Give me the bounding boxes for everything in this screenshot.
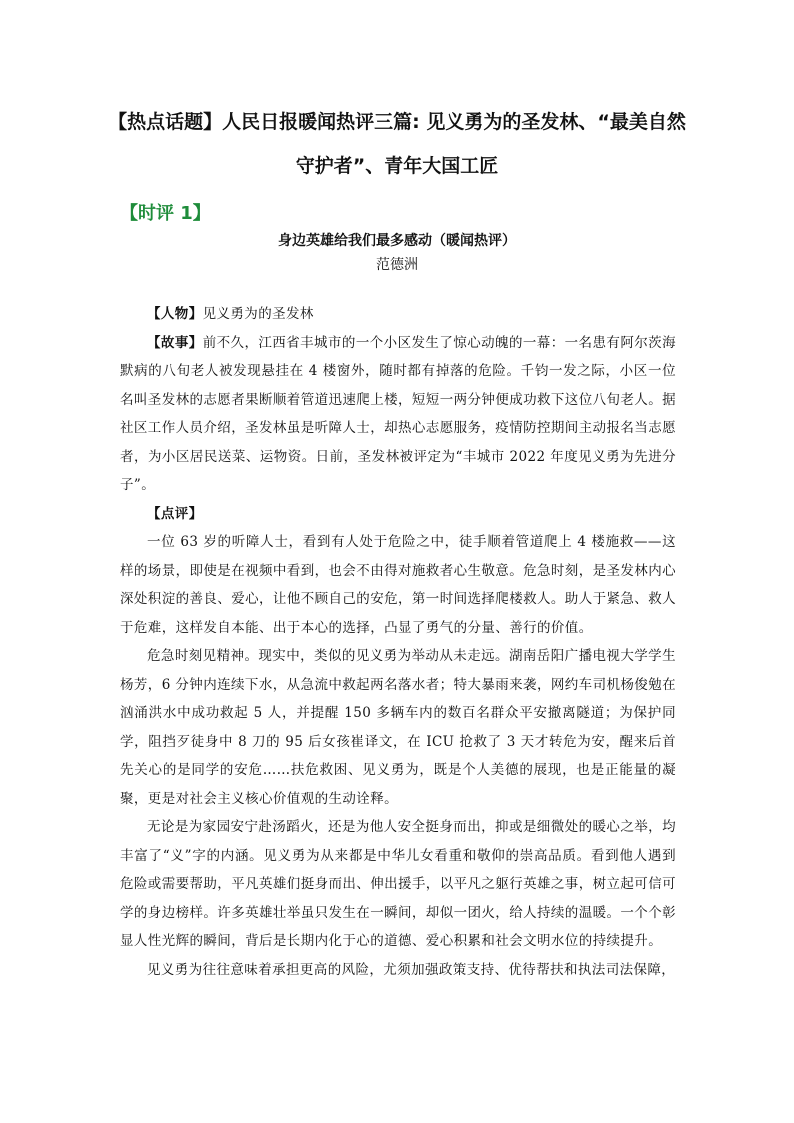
article-title: 身边英雄给我们最多感动（暖闻热评） bbox=[278, 233, 516, 249]
person-label: 【人物】 bbox=[147, 306, 203, 322]
article-author: 范德洲 bbox=[376, 257, 418, 273]
body-paragraph: 一位 63 岁的听障人士，看到有人处于危险之中，徒手顺着管道爬上 4 楼施救——这样的场景，即使是在视频中看到，也会不由得对施救者心生敬意。危急时刻，是圣发林内心深处积淀的善良、爱心，让他不顾自己的安危，第一时间选择爬楼救人。助人于紧急、救人于危难，这样发自本能、出于本心的选择，凸显了勇气的分量、善行的价值。 bbox=[120, 534, 676, 636]
person-paragraph bbox=[120, 300, 676, 329]
body-paragraph: 见义勇为往往意味着承担更高的风险，尤须加强政策支持、优待帮扶和执法司法保障， bbox=[147, 961, 676, 978]
story-text: 前不久，江西省丰城市的一个小区发生了惊心动魄的一幕：一名患有阿尔茨海默病的八旬老人被发现悬挂在 4 楼窗外，随时都有掉落的危险。千钧一发之际，小区一位名叫圣发林的志愿者果断顺着管道迅速爬上楼，短短一两分钟便成功救下这位八旬老人。据社区工作人员介绍，圣发林虽是听障人士，却热心志愿服务，疫情防控期间主动报名当志愿者，为小区居民送菜、运物资。日前，圣发林被评定为“丰城市 2022 年度见义勇为先进分子”。 bbox=[120, 334, 676, 493]
document-title: 【热点话题】人民日报暖闻热评三篇: 见义勇为的圣发林、“最美自然守护者”、青年大国工匠 bbox=[108, 111, 686, 177]
story-paragraph bbox=[120, 329, 676, 500]
body-paragraph: 危急时刻见精神。现实中，类似的见义勇为举动从未走远。湖南岳阳广播电视大学学生杨芳，6 分钟内连续下水，从急流中救起两名落水者；特大暴雨来袭，网约车司机杨俊勉在汹涌洪水中成功救起 5 人，并提醒 150 多辆车内的数百名群众平安撤离隧道；为保护同学，阻挡歹徒身中 8 刀的 95 后女孩崔译文，在 ICU 抢救了 3 天才转危为安，醒来后首先关心的是同学的安危……扶危救困、见义勇为，既是个人美德的展现，也是正能量的凝聚，更是对社会主义核心价值观的生动诠释。 bbox=[120, 648, 676, 807]
story-label: 【故事】 bbox=[147, 334, 203, 351]
person-text: 见义勇为的圣发林 bbox=[202, 306, 314, 322]
body-paragraph: 无论是为家园安宁赴汤蹈火，还是为他人安全挺身而出，抑或是细微处的暖心之举，均丰富了“义”字的内涵。见义勇为从来都是中华儿女看重和敬仰的崇高品质。看到他人遇到危险或需要帮助，平凡英雄们挺身而出、伸出援手，以平凡之躯行英雄之事，树立起可信可学的身边榜样。许多英雄壮举虽只发生在一瞬间，却似一团火，给人持续的温暖。一个个彰显人性光辉的瞬间，背后是长期内化于心的道德、爱心积累和社会文明水位的持续提升。 bbox=[120, 819, 676, 949]
comment-label: 【点评】 bbox=[147, 505, 203, 522]
section-label: 【时评 1】 bbox=[120, 203, 211, 224]
comment-label-paragraph bbox=[120, 500, 676, 529]
article-body bbox=[120, 300, 676, 984]
